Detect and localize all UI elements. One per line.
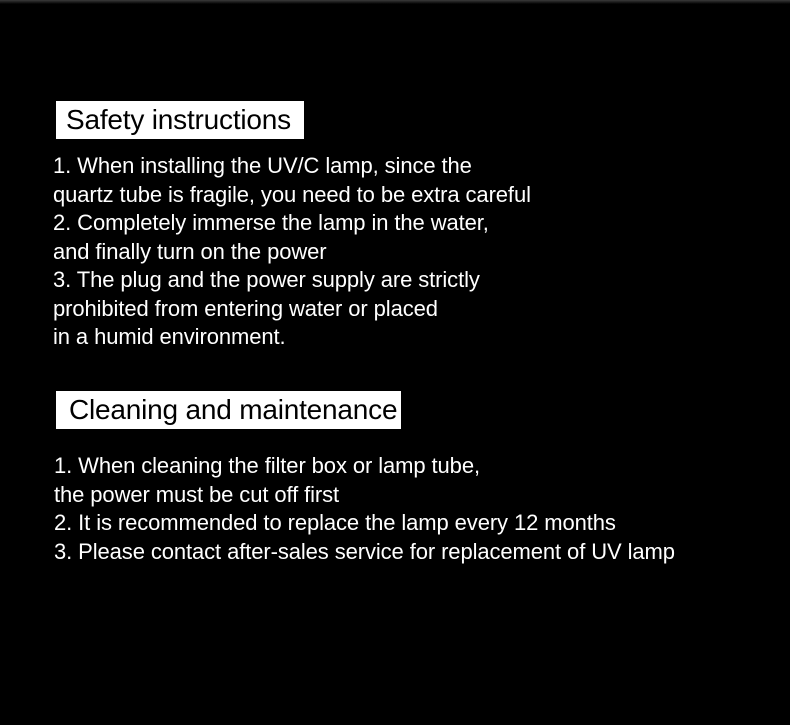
cleaning-maintenance-heading: Cleaning and maintenance <box>56 391 401 429</box>
instruction-line: 2. It is recommended to replace the lamp every 12 months <box>54 510 616 535</box>
instruction-line: prohibited from entering water or placed <box>53 295 438 321</box>
instruction-line: 3. Please contact after-sales service for replacement of UV lamp <box>54 538 675 564</box>
instruction-line: quartz tube is fragile, you need to be extra careful <box>53 181 531 207</box>
instruction-line: 2. Completely immerse the lamp in the water, <box>53 210 489 235</box>
instruction-line: 3. The plug and the power supply are strictly <box>53 267 480 292</box>
instruction-line: 1. When cleaning the filter box or lamp tube, <box>54 453 480 478</box>
top-divider <box>0 0 790 4</box>
instruction-line: the power must be cut off first <box>54 481 340 507</box>
instruction-line: in a humid environment. <box>53 324 286 349</box>
instruction-line: and finally turn on the power <box>53 238 327 264</box>
safety-instructions-heading: Safety instructions <box>56 101 304 139</box>
cleaning-maintenance-list <box>54 452 675 566</box>
safety-instructions-list <box>53 152 531 352</box>
instruction-line: 1. When installing the UV/C lamp, since the <box>53 153 472 178</box>
